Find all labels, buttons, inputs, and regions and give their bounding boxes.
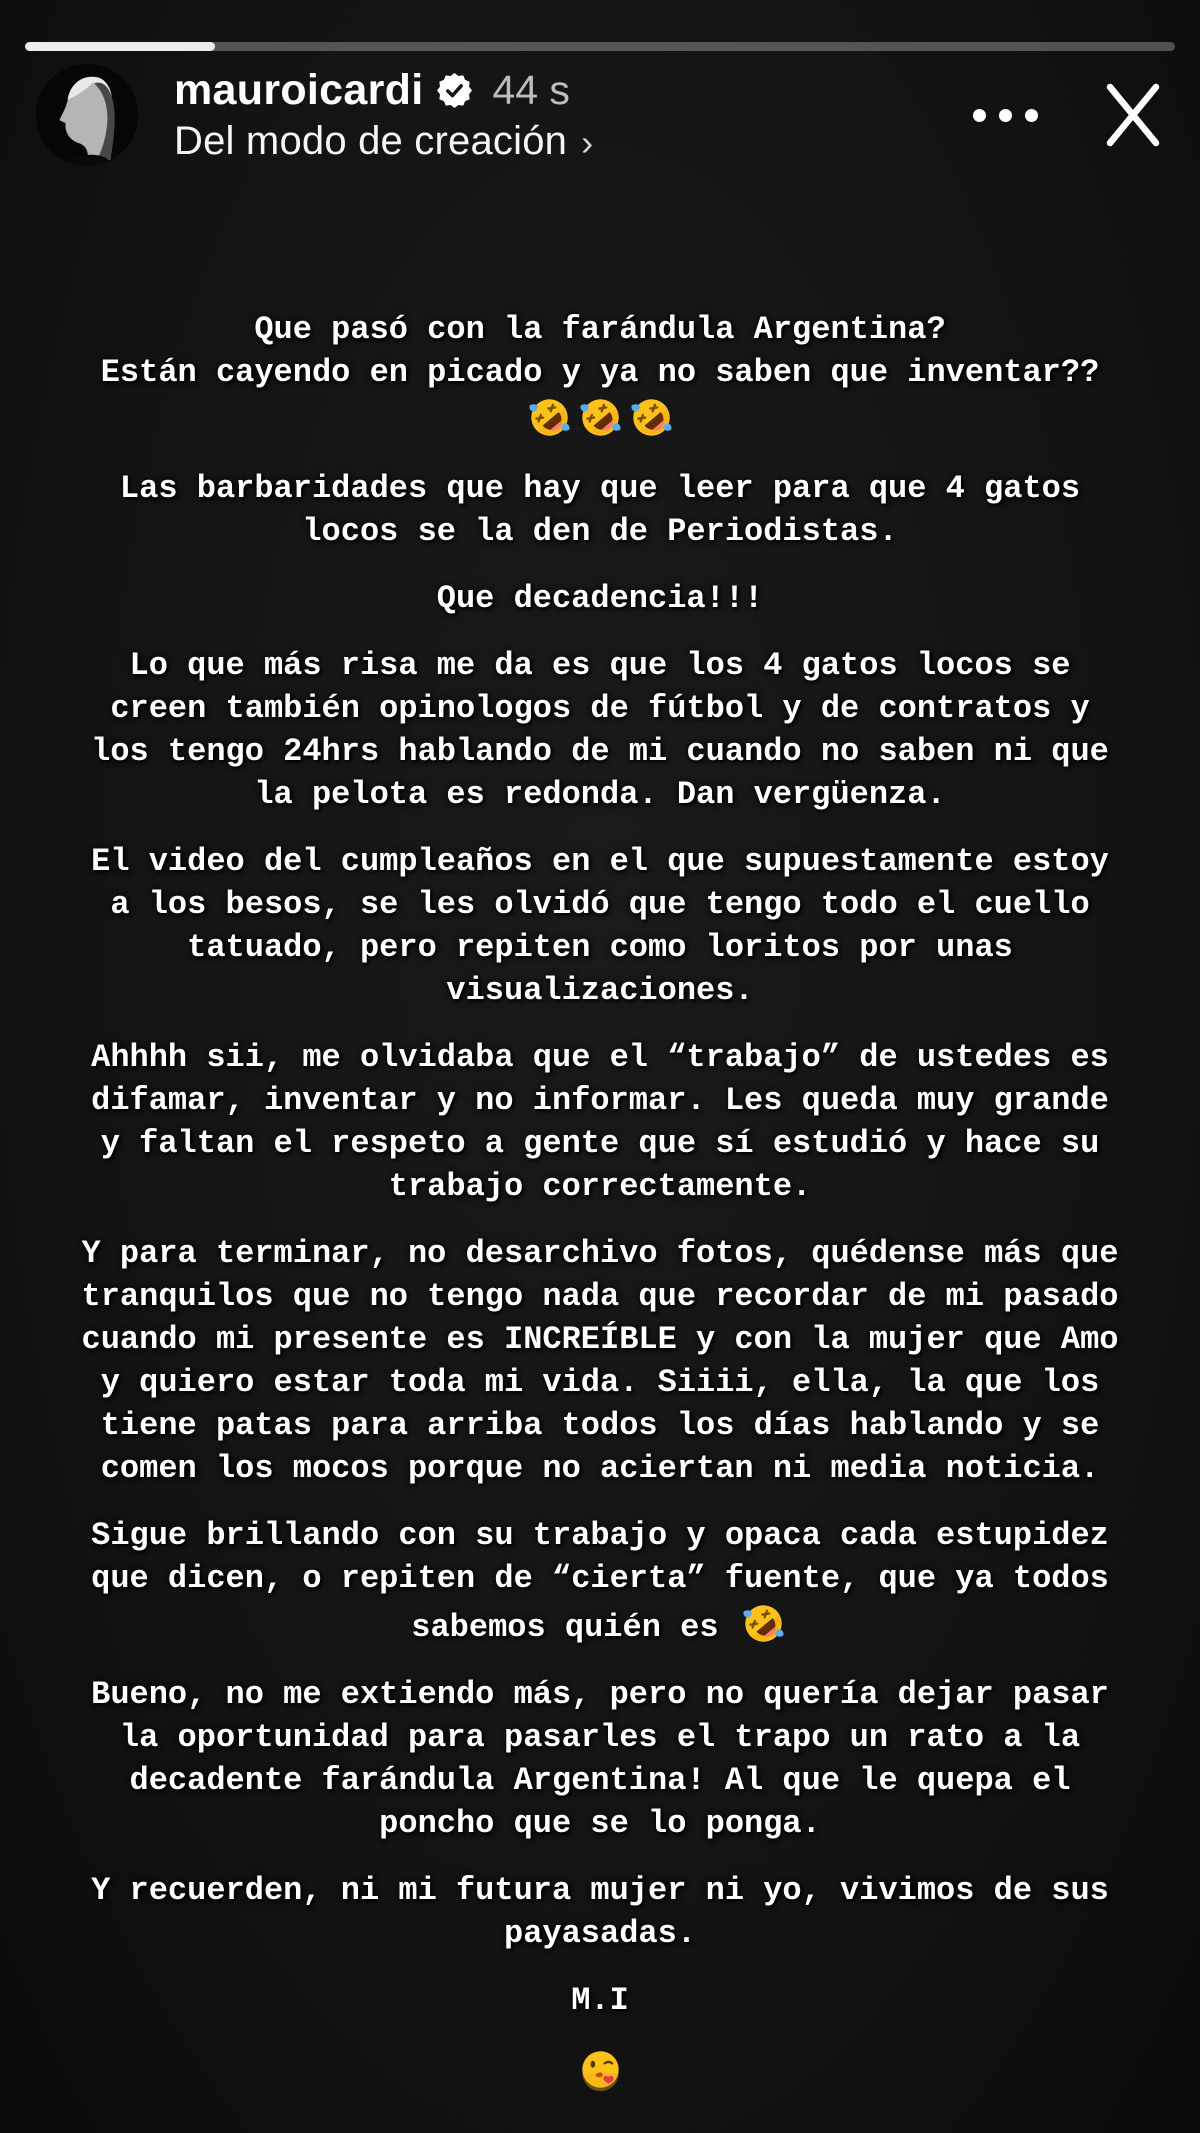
story-progress-bar <box>25 42 1175 51</box>
story-text-line: comen los mocos porque no aciertan ni media noticia. <box>100 1450 1100 1487</box>
story-text-line: tranquilos que no tengo nada que recordar de mi pasado <box>81 1278 1119 1315</box>
creation-mode-link[interactable] <box>174 119 593 164</box>
story-text-line: El video del cumpleaños en el que supuestamente estoy <box>91 843 1109 880</box>
story-text <box>0 308 1200 2119</box>
story-text-line: tatuado, pero repiten como loritos por unas <box>187 929 1013 966</box>
story-text-line: poncho que se lo ponga. <box>379 1805 821 1842</box>
story-text-line: payasadas. <box>503 1915 697 1952</box>
story-text-line: visualizaciones. <box>446 972 754 1009</box>
story-text-line: Las barbaridades que hay que leer para que 4 gatos <box>119 470 1081 507</box>
close-icon <box>1100 82 1166 148</box>
story-text-line: la oportunidad para pasarles el trapo un rato a la <box>119 1719 1081 1756</box>
story-paragraph <box>20 1036 1180 1208</box>
more-options-icon <box>973 109 986 122</box>
story-text-line: Están cayendo en picado y ya no saben que inventar?? <box>100 354 1100 391</box>
story-text-line: cuando mi presente es INCREÍBLE y con la mujer que Amo <box>81 1321 1119 1358</box>
story-paragraph <box>20 1514 1180 1649</box>
avatar-portrait-image <box>36 64 138 166</box>
story-text-line: tiene patas para arriba todos los días hablando y se <box>100 1407 1100 1444</box>
story-text-line: difamar, inventar y no informar. Les queda muy grande <box>91 1082 1109 1119</box>
story-paragraph <box>20 467 1180 553</box>
story-text-line: que dicen, o repiten de “cierta” fuente, que ya todos <box>91 1560 1109 1597</box>
story-text-line: trabajo correctamente. <box>388 1168 812 1205</box>
story-text-line: decadente farándula Argentina! Al que le quepa el <box>129 1762 1071 1799</box>
story-text-line: Que decadencia!!! <box>436 580 764 617</box>
story-text-line: y faltan el respeto a gente que sí estudió y hace su <box>100 1125 1100 1162</box>
kiss-emoji-icon <box>577 2046 624 2093</box>
story-text-line: a los besos, se les olvidó que tengo todo el cuello <box>110 886 1090 923</box>
story-text-line: M.I <box>571 1982 629 2019</box>
story-text-line <box>20 2046 1180 2095</box>
story-text-line: Que pasó con la farándula Argentina? <box>254 311 946 348</box>
more-options-button[interactable] <box>963 99 1048 132</box>
story-text-line: Ahhhh sii, me olvidaba que el “trabajo” de ustedes es <box>91 1039 1109 1076</box>
story-text-line: Bueno, no me extiendo más, pero no quería dejar pasar <box>91 1676 1109 1713</box>
rofl-emoji-icon <box>526 394 573 441</box>
story-text-line: Lo que más risa me da es que los 4 gatos locos se <box>129 647 1071 684</box>
story-text-line: y quiero estar toda mi vida. Siiii, ella, la que los <box>100 1364 1100 1401</box>
rofl-emoji-icon <box>577 394 624 441</box>
story-text-line: Y para terminar, no desarchivo fotos, quédense más que <box>81 1235 1119 1272</box>
story-timestamp: 44 s <box>492 67 570 113</box>
story-text-line: locos se la den de Periodistas. <box>302 513 898 550</box>
rofl-emoji-icon <box>740 1600 787 1647</box>
header-actions <box>963 82 1166 148</box>
story-text-line: la pelota es redonda. Dan vergüenza. <box>254 776 946 813</box>
story-paragraph <box>20 1673 1180 1845</box>
story-paragraph <box>20 577 1180 620</box>
verified-badge-icon <box>437 73 472 108</box>
story-paragraph <box>20 1979 1180 2022</box>
story-paragraph <box>20 308 1180 443</box>
header-text <box>174 66 593 164</box>
chevron-right-icon: › <box>581 121 594 163</box>
story-text-line: creen también opinologos de fútbol y de contratos y <box>110 690 1090 727</box>
close-button[interactable] <box>1100 82 1166 148</box>
story-text-line: Y recuerden, ni mi futura mujer ni yo, vivimos de sus <box>91 1872 1109 1909</box>
rofl-emoji-icon <box>628 394 675 441</box>
story-paragraph <box>20 1869 1180 1955</box>
story-paragraph <box>20 840 1180 1012</box>
story-paragraph <box>20 1232 1180 1490</box>
story-text-line: los tengo 24hrs hablando de mi cuando no saben ni que <box>91 733 1109 770</box>
story-text-line: sabemos quién es <box>20 1600 1180 1649</box>
story-paragraph <box>20 644 1180 816</box>
story-paragraph <box>20 2046 1180 2095</box>
creation-mode-label: Del modo de creación <box>174 119 568 163</box>
username[interactable]: mauroicardi <box>174 66 424 114</box>
story-header <box>36 64 1166 166</box>
avatar[interactable] <box>36 64 138 166</box>
story-text-line <box>20 394 1180 443</box>
story-text-line: Sigue brillando con su trabajo y opaca cada estupidez <box>91 1517 1109 1554</box>
story-progress-fill <box>25 42 215 51</box>
